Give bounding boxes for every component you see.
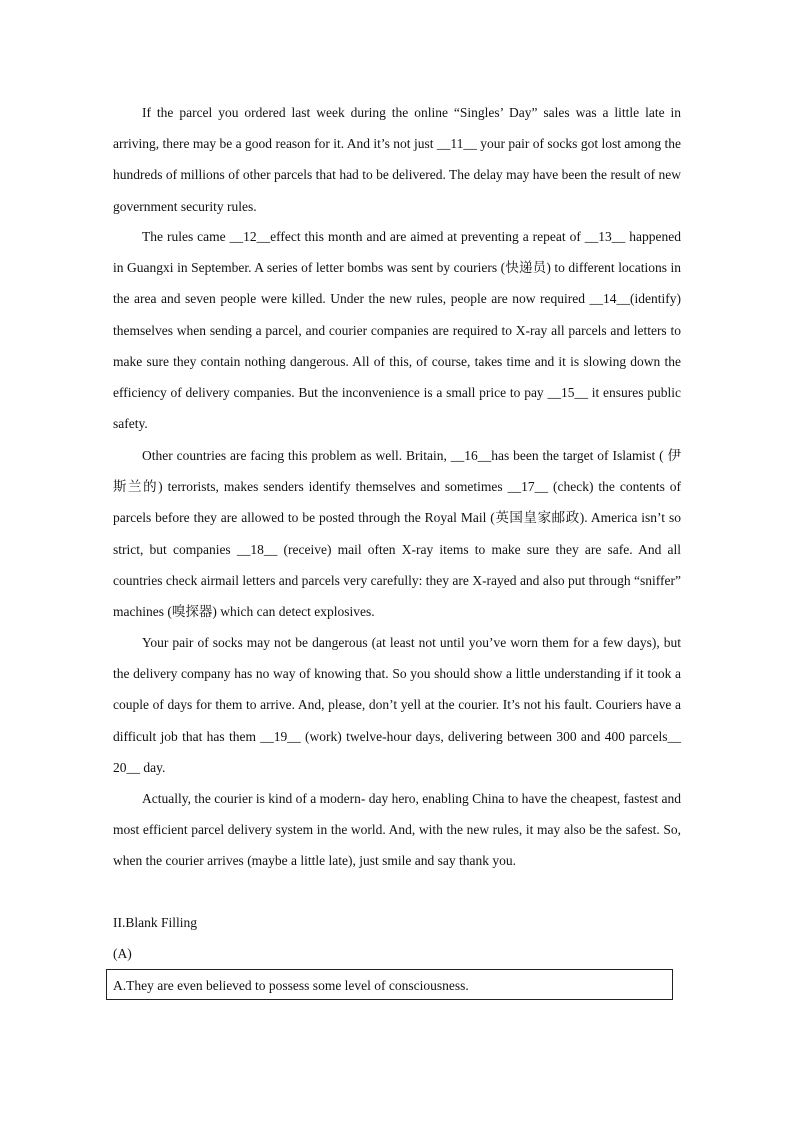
passage-paragraph-5: Actually, the courier is kind of a modern- day hero, enabling China to have the cheapest, fastest and most efficient parcel delivery system in the world. And, with the new rules, it may also be the safest. So, when the courier arrives (maybe a little late), just smile and say thank you. (113, 791, 681, 869)
section-title: II.Blank Filling (113, 915, 197, 930)
passage-paragraph-3: Other countries are facing this problem as well. Britain, __16__has been the target of Islamist ( 伊斯兰的) terrorists, makes senders identify themselves and sometimes __17__ (check) the contents of parcels before they are allowed to be posted through the Royal Mail (英国皇家邮政). America isn’t so strict, but companies __18__ (receive) mail often X-ray items to make sure they are safe. And all countries check airmail letters and parcels very carefully: they are X-rayed and also put through “sniffer” machines (嗅探器) which can detect explosives. (113, 448, 681, 620)
option-a-box: A.They are even believed to possess some level of consciousness. (106, 969, 673, 1000)
passage-paragraph-2: The rules came __12__effect this month and are aimed at preventing a repeat of __13__ happened in Guangxi in September. A series of letter bombs was sent by couriers (快递员) to different locations in the area and seven people were killed. Under the new rules, people are now required __14__(identify) themselves when sending a parcel, and courier companies are required to X-ray all parcels and letters to make sure they contain nothing dangerous. All of this, of course, takes time and it is slowing down the efficiency of delivery companies. But the inconvenience is a small price to pay __15__ it ensures public safety. (113, 229, 681, 432)
section-sub-label: (A) (113, 946, 132, 961)
passage-paragraph-4: Your pair of socks may not be dangerous (at least not until you’ve worn them for a few days), but the delivery company has no way of knowing that. So you should show a little understanding if it took a couple of days for them to arrive. And, please, don’t yell at the courier. It’s not his fault. Couriers have a difficult job that has them __19__ (work) twelve-hour days, delivering between 300 and 400 parcels__ 20__ day. (113, 635, 681, 775)
passage-paragraph-1: If the parcel you ordered last week during the online “Singles’ Day” sales was a little late in arriving, there may be a good reason for it. And it’s not just __11__ your pair of socks got lost among the hundreds of millions of other parcels that had to be delivered. The delay may have been the result of new government security rules. (113, 105, 681, 214)
